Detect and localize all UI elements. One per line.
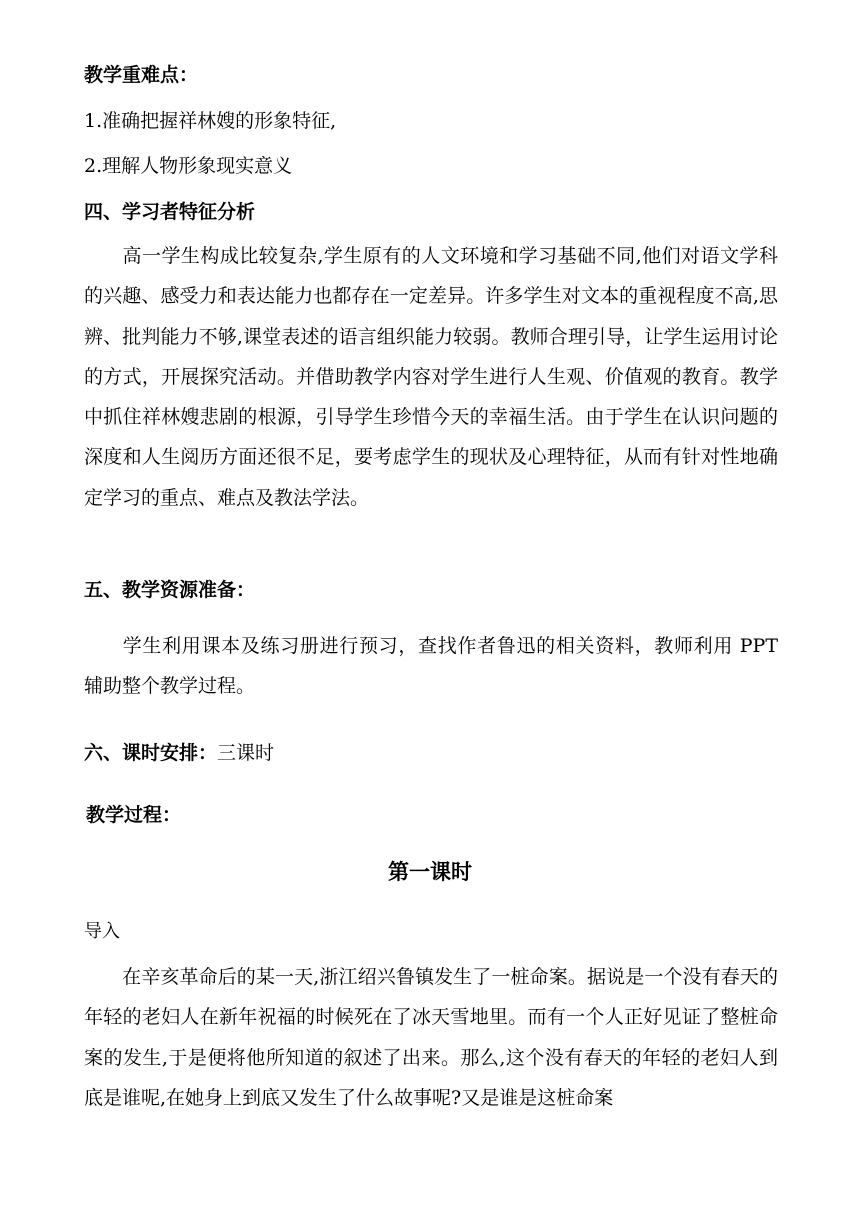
- intro-label: 导入: [84, 921, 120, 942]
- section-6-label: 六、课时安排：: [84, 742, 218, 764]
- section-5-heading: 五、教学资源准备：: [84, 579, 256, 601]
- section-6-heading: [84, 741, 776, 765]
- section-5-body: [84, 626, 778, 707]
- section-4-body: [84, 236, 778, 518]
- section-4-text: 高一学生构成比较复杂,学生原有的人文环境和学习基础不同,他们对语文学科的兴趣、感受力和表达能力也都存在一定差异。许多学生对文本的重视程度不高,思辨、批判能力不够,课堂表述的语言组织能力较弱。教师合理引导，让学生运用讨论的方式，开展探究活动。并借助教学内容对学生进行人生观、价值观的教育。教学中抓住祥林嫂悲剧的根源，引导学生珍惜今天的幸福生活。由于学生在认识问题的深度和人生阅历方面还很不足，要考虑学生的现状及心理特征，从而有针对性地确定学习的重点、难点及教法学法。: [84, 245, 778, 509]
- lesson-1-body: [84, 957, 778, 1118]
- key-point-item-2: 2.理解人物形象现实意义: [84, 155, 293, 177]
- lesson-1-text: 在辛亥革命后的某一天,浙江绍兴鲁镇发生了一桩命案。据说是一个没有春天的年轻的老妇人在新年祝福的时候死在了冰天雪地里。而有一个人正好见证了整桩命案的发生,于是便将他所知道的叙述了出来。那么,这个没有春天的年轻的老妇人到底是谁呢,在她身上到底又发生了什么故事呢?又是谁是这桩命案: [84, 966, 778, 1109]
- key-point-item-1: 1.准确把握祥林嫂的形象特征,: [84, 110, 337, 132]
- section-5-text: 学生利用课本及练习册进行预习，查找作者鲁迅的相关资料，教师利用 PPT 辅助整个教学过程。: [84, 635, 778, 698]
- teaching-process-heading: 教学过程：: [86, 804, 182, 826]
- section-4-heading: 四、学习者特征分析: [84, 201, 256, 223]
- lesson-1-title: 第一课时: [388, 860, 472, 884]
- key-points-heading: 教学重难点：: [84, 64, 199, 86]
- section-6-value: 三课时: [217, 742, 275, 764]
